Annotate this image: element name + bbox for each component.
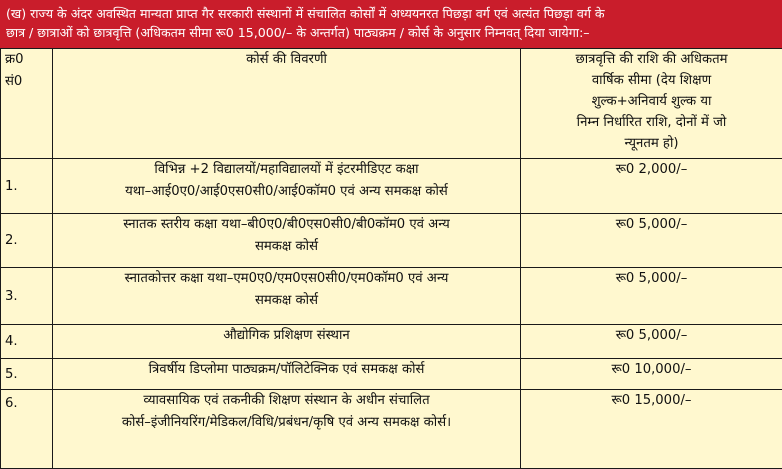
serial-cell: 5. — [1, 359, 53, 390]
amount-cell: रू0 10,000/– — [521, 359, 782, 390]
amount-cell: रू0 5,000/– — [521, 325, 782, 359]
description-cell — [53, 390, 521, 469]
serial-header-line: सं0 — [5, 71, 48, 93]
description-line: स्नातक स्तरीय कक्षा यथा–बी0ए0/बी0एस0सी0/बी0कॉम0 एवं अन्य — [57, 214, 516, 236]
description-line: समकक्ष कोर्स — [57, 290, 516, 312]
serial-cell: 1. — [1, 159, 53, 214]
amount-column-header — [521, 49, 782, 159]
amount-cell: रू0 5,000/– — [521, 268, 782, 325]
description-cell — [53, 268, 521, 325]
serial-column-header — [1, 49, 53, 159]
description-cell — [53, 159, 521, 214]
description-line: विभिन्न +2 विद्यालयों/महाविद्यालयों में इंटरमीडिएट कक्षा — [57, 159, 516, 181]
heading-line-1: (ख) राज्य के अंदर अवस्थित मान्यता प्राप्त गैर सरकारी संस्थानों में संचालित कोर्सों में अध्ययनरत पिछड़ा वर्ग एवं अत्यंत पिछड़ा वर्ग के — [6, 4, 776, 23]
amount-cell: रू0 5,000/– — [521, 214, 782, 268]
section-heading-banner — [0, 0, 782, 48]
table-row — [1, 214, 782, 268]
serial-cell: 6. — [1, 390, 53, 469]
heading-line-2: छात्र / छात्राओं को छात्रवृत्ति (अधिकतम सीमा रू0 15,000/– के अन्तर्गत) पाठ्यक्रम / कोर्स के अनुसार निम्नवत् दिया जायेगा:– — [6, 23, 776, 42]
table-row — [1, 359, 782, 390]
amount-cell: रू0 15,000/– — [521, 390, 782, 469]
description-cell — [53, 359, 521, 390]
amount-header-line: छात्रवृत्ति की राशि की अधिकतम — [525, 49, 778, 70]
amount-header-line: न्यूनतम हो) — [525, 133, 778, 154]
serial-cell: 4. — [1, 325, 53, 359]
description-line: समकक्ष कोर्स — [57, 236, 516, 258]
description-line: स्नातकोत्तर कक्षा यथा–एम0ए0/एम0एस0सी0/एम0कॉम0 एवं अन्य — [57, 268, 516, 290]
scholarship-table — [0, 48, 782, 469]
table-row — [1, 159, 782, 214]
description-cell — [53, 214, 521, 268]
amount-cell: रू0 2,000/– — [521, 159, 782, 214]
serial-cell: 3. — [1, 268, 53, 325]
amount-header-line: निम्न निर्धारित राशि, दोनों में जो — [525, 112, 778, 133]
description-line: त्रिवर्षीय डिप्लोमा पाठ्यक्रम/पॉलिटेक्निक एवं समकक्ष कोर्स — [57, 359, 516, 381]
amount-header-line: शुल्क+अनिवार्य शुल्क या — [525, 91, 778, 112]
description-cell — [53, 325, 521, 359]
table-row — [1, 268, 782, 325]
serial-cell: 2. — [1, 214, 53, 268]
description-column-header: कोर्स की विवरणी — [53, 49, 521, 159]
amount-header-line: वार्षिक सीमा (देय शिक्षण — [525, 70, 778, 91]
description-line: यथा–आई0ए0/आई0एस0सी0/आई0कॉम0 एवं अन्य समकक्ष कोर्स — [57, 181, 516, 203]
serial-header-line: क्र0 — [5, 49, 48, 71]
table-row — [1, 325, 782, 359]
description-line: औद्योगिक प्रशिक्षण संस्थान — [57, 325, 516, 347]
table-header-row — [1, 49, 782, 159]
description-line: कोर्स–इंजीनियरिंग/मेडिकल/विधि/प्रबंधन/कृषि एवं अन्य समकक्ष कोर्स। — [57, 412, 516, 434]
table-row — [1, 390, 782, 469]
description-line: व्यावसायिक एवं तकनीकी शिक्षण संस्थान के अधीन संचालित — [57, 390, 516, 412]
